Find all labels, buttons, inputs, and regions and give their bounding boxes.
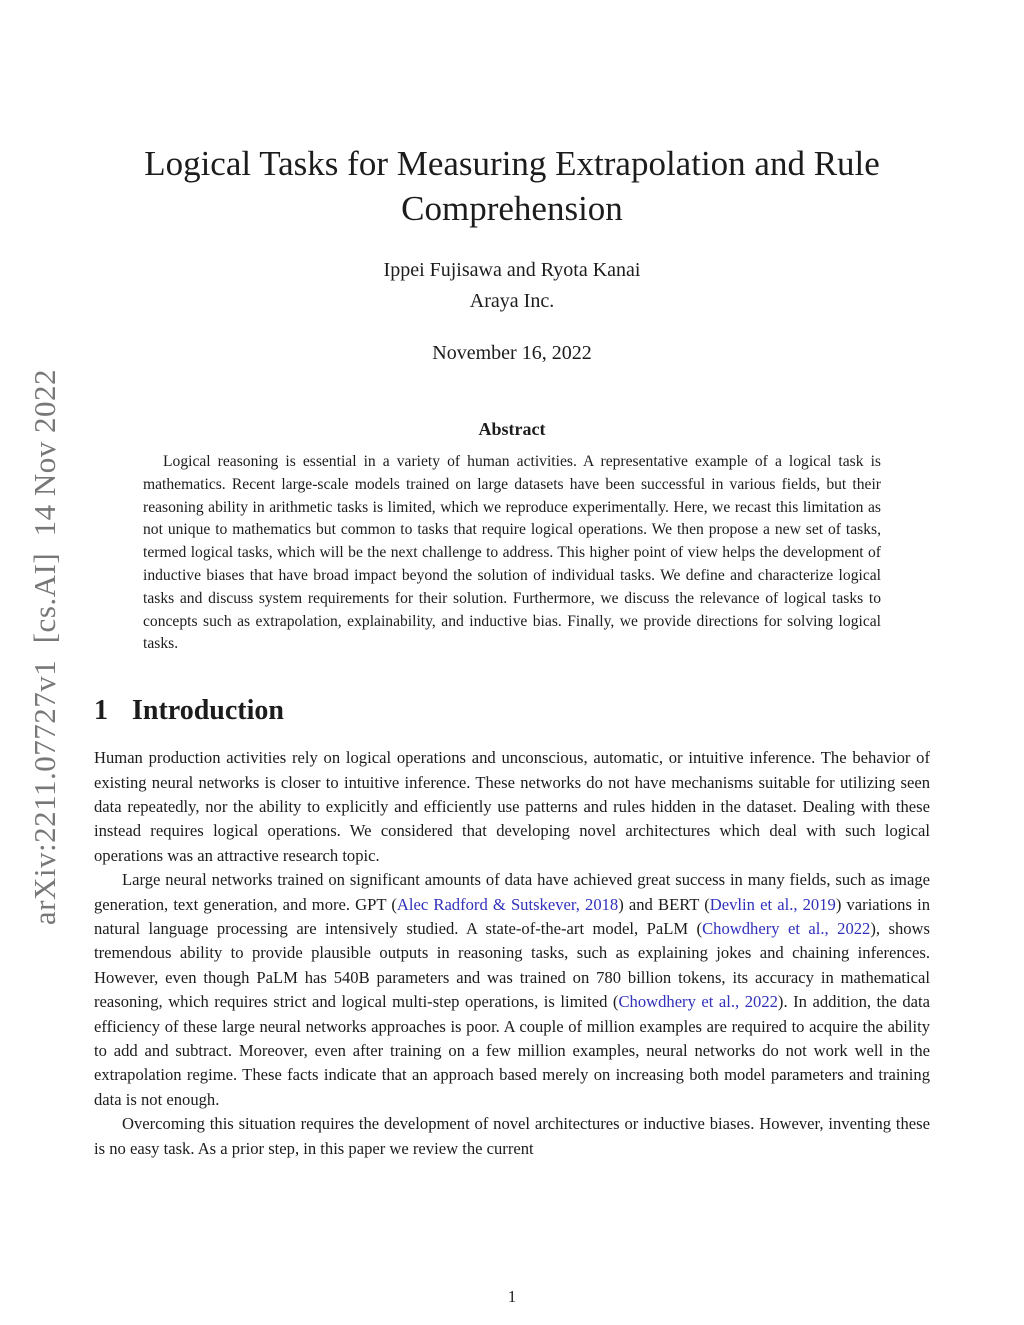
paper-title: Logical Tasks for Measuring Extrapolation and Rule Comprehension (144, 144, 880, 228)
arxiv-watermark: arXiv:2211.07727v1 [cs.AI] 14 Nov 2022 (27, 368, 62, 926)
paper-affiliation: Araya Inc. (469, 290, 555, 312)
intro-paragraph-2 (94, 868, 930, 1112)
citation-devlin-2019[interactable]: Devlin et al., 2019 (709, 894, 836, 914)
intro-p2-text-3: ) variations in natural language processing are intensively studied. A state-of-the-art model, PaLM ( (94, 894, 930, 939)
abstract-heading: Abstract (478, 419, 546, 439)
abstract-text: Logical reasoning is essential in a variety of human activities. A representative example of a logical task is mathematics. Recent large-scale models trained on large datasets have been successful in various fields, but their reasoning ability in arithmetic tasks is limited, which we reproduce experimentally. Here, we recast this limitation as not unique to mathematics but common to tasks that require logical operations. We then propose a new set of tasks, termed logical tasks, which will be the next challenge to address. This higher point of view helps the development of inductive biases that have broad impact beyond the solution of individual tasks. We define and characterize logical tasks and discuss system requirements for their solution. Furthermore, we discuss the relevance of logical tasks to concepts such as extrapolation, explainability, and inductive bias. Finally, we provide directions for solving logical tasks. (143, 453, 881, 653)
intro-p2-text-5: ). In addition, the data efficiency of these large neural networks approaches is poor. A couple of million examples are required to acquire the ability to add and subtract. Moreover, even after training on a few million examples, neural networks do not work well in the extrapolation regime. These facts indicate that an approach based merely on increasing both model parameters and training data is not enough. (94, 992, 930, 1109)
section-title: Introduction (132, 695, 284, 727)
author-block (0, 255, 1024, 317)
paper-authors: Ippei Fujisawa and Ryota Kanai (383, 259, 641, 281)
intro-p2-text-1: Large neural networks trained on significant amounts of data have achieved great success in many fields, such as image generation, text generation, and more. GPT ( (94, 870, 930, 914)
citation-chowdhery-2022-second[interactable]: Chowdhery et al., 2022 (618, 992, 778, 1012)
section-number: 1 (94, 695, 108, 727)
page-number: 1 (507, 1287, 517, 1306)
paper-date: November 16, 2022 (432, 342, 592, 364)
citation-chowdhery-2022-first[interactable]: Chowdhery et al., 2022 (702, 919, 871, 939)
intro-paragraph-1: Human production activities rely on logical operations and unconscious, automatic, or intuitive inference. The behavior of existing neural networks is closer to intuitive inference. These networks do not have mechanisms suitable for utilizing seen data repeatedly, nor the ability to explicitly and efficiently use patterns and rules hidden in the dataset. Dealing with these instead requires logical operations. We considered that developing novel architectures which deal with such logical operations was an attractive research topic. (94, 748, 930, 865)
citation-radford-sutskever-2018[interactable]: Alec Radford & Sutskever, 2018 (396, 894, 619, 914)
section-heading-introduction (94, 696, 930, 726)
intro-paragraph-3: Overcoming this situation requires the development of novel architectures or inductive biases. However, inventing these is no easy task. As a prior step, in this paper we review the current (94, 1114, 930, 1158)
intro-p2-text-2: ) and BERT ( (618, 894, 710, 914)
intro-p2-text-4: ), shows tremendous ability to provide plausible outputs in reasoning tasks, such as explaining jokes and chaining inferences. However, even though PaLM has 540B parameters and was trained on 780 billion tokens, its accuracy in mathematical reasoning, which requires strict and logical multi-step operations, is limited ( (94, 919, 930, 1012)
